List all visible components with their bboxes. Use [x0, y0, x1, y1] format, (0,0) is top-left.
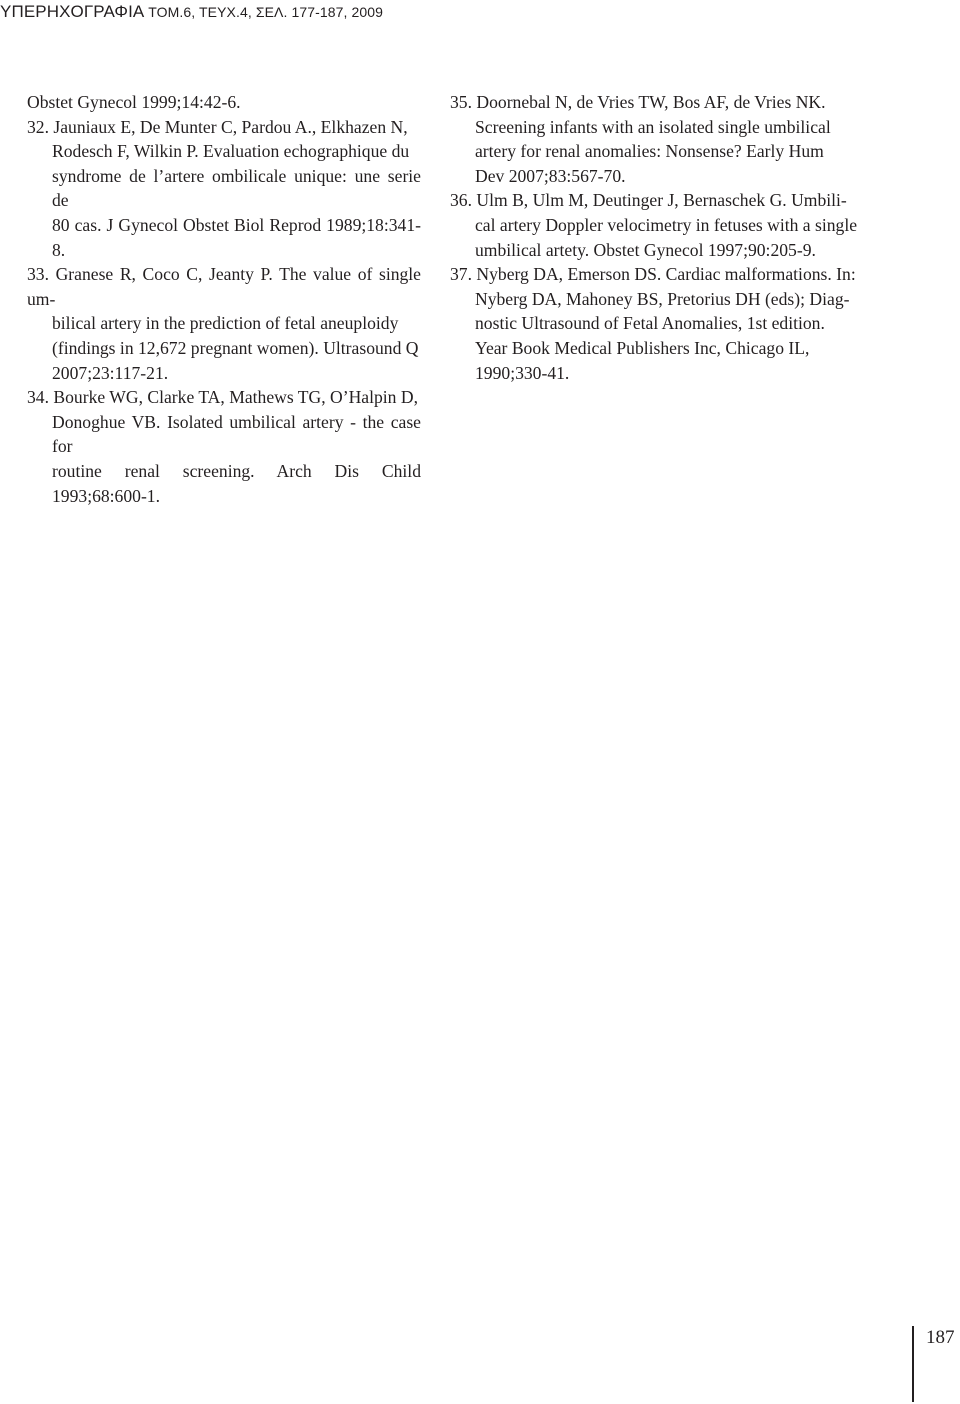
reference-line: 1990;330-41. [475, 362, 570, 383]
reference-line: Screening infants with an isolated single umbilical [475, 116, 831, 137]
reference-line: 32. Jauniaux E, De Munter C, Pardou A., Elkhazen N, [27, 116, 408, 137]
reference-line: 33. Granese R, Coco C, Jeanty P. The value of single um- [27, 264, 421, 309]
reference-line: 37. Nyberg DA, Emerson DS. Cardiac malformations. In: [450, 264, 856, 285]
right-column [450, 90, 870, 385]
reference-36 [450, 188, 870, 262]
page-footer [912, 1326, 960, 1402]
left-column [27, 90, 421, 508]
reference-line: syndrome de l’artere ombilicale unique: une serie de [52, 165, 421, 211]
reference-line: (findings in 12,672 pregnant women). Ultrasound Q [52, 337, 419, 358]
running-header [0, 2, 383, 22]
page-number: 187 [926, 1327, 955, 1348]
issue-info: ΤΟΜ.6, ΤΕΥΧ.4, ΣΕΛ. 177-187, 2009 [148, 4, 384, 20]
reference-line: routine renal screening. Arch Dis Child 1993;68:600-1. [52, 460, 421, 506]
reference-continuation [27, 90, 421, 115]
reference-32 [27, 115, 421, 263]
reference-37 [450, 262, 870, 385]
reference-line: 2007;23:117-21. [52, 362, 169, 383]
reference-continuation-text: Obstet Gynecol 1999;14:42-6. [27, 92, 241, 112]
journal-title: ΥΠΕΡΗΧΟΓΡΑΦΙΑ [0, 2, 144, 21]
reference-line: 35. Doornebal N, de Vries TW, Bos AF, de Vries NK. [450, 92, 826, 112]
reference-line: cal artery Doppler velocimetry in fetuses with a single [475, 214, 858, 235]
reference-35 [450, 90, 870, 188]
reference-line: Dev 2007;83:567-70. [475, 165, 626, 186]
reference-line: Nyberg DA, Mahoney BS, Pretorius DH (eds); Diag- [475, 288, 850, 309]
reference-line: 80 cas. J Gynecol Obstet Biol Reprod 1989;18:341-8. [52, 214, 421, 260]
reference-line: Year Book Medical Publishers Inc, Chicago IL, [475, 337, 810, 358]
reference-line: bilical artery in the prediction of fetal aneuploidy [52, 313, 399, 334]
reference-line: artery for renal anomalies: Nonsense? Early Hum [475, 141, 824, 162]
reference-33 [27, 262, 421, 385]
reference-line: 34. Bourke WG, Clarke TA, Mathews TG, O’Halpin D, [27, 387, 418, 408]
reference-line: Donoghue VB. Isolated umbilical artery - the case for [52, 411, 421, 457]
page-number-rule [912, 1326, 914, 1402]
reference-line: Rodesch F, Wilkin P. Evaluation echographique du [52, 141, 410, 162]
reference-line: umbilical artety. Obstet Gynecol 1997;90:205-9. [475, 239, 816, 260]
reference-line: nostic Ultrasound of Fetal Anomalies, 1st edition. [475, 313, 825, 334]
reference-34 [27, 385, 421, 508]
reference-line: 36. Ulm B, Ulm M, Deutinger J, Bernaschek G. Umbili- [450, 190, 847, 211]
